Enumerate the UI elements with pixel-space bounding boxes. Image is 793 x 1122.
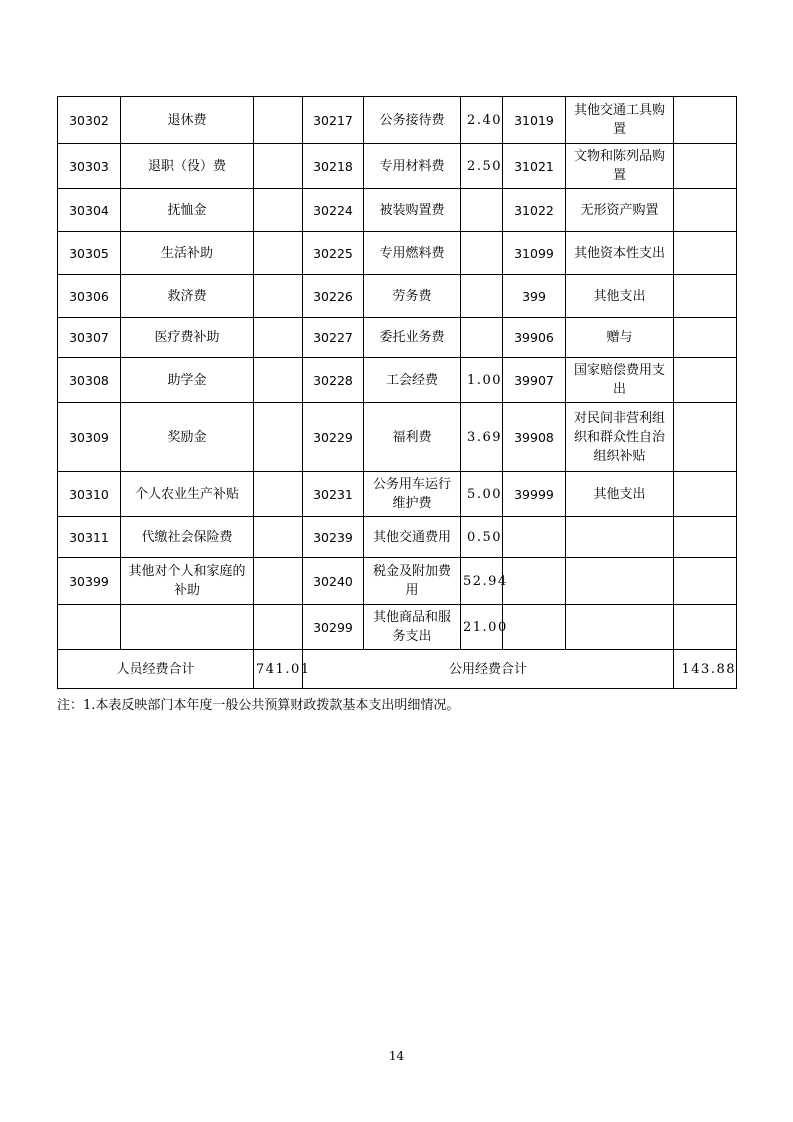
name-col1: 奖励金 <box>121 403 254 472</box>
value-col1 <box>254 403 303 472</box>
code-col1: 30306 <box>58 275 121 318</box>
code-col3: 39906 <box>503 318 566 358</box>
table-row <box>58 403 737 472</box>
code-col3: 399 <box>503 275 566 318</box>
name-col2: 其他交通费用 <box>364 517 461 558</box>
table-row <box>58 605 737 650</box>
name-col1: 抚恤金 <box>121 189 254 232</box>
name-col3: 国家赔偿费用支出 <box>566 358 674 403</box>
value-col1 <box>254 558 303 605</box>
table-row <box>58 97 737 144</box>
name-col3 <box>566 517 674 558</box>
code-col2: 30231 <box>303 472 364 517</box>
personnel-total-value: 741.01 <box>254 650 303 689</box>
value-col1 <box>254 318 303 358</box>
value-col3 <box>674 232 737 275</box>
value-col3 <box>674 97 737 144</box>
value-col1 <box>254 189 303 232</box>
name-col3: 其他资本性支出 <box>566 232 674 275</box>
code-col1 <box>58 605 121 650</box>
public-total-value: 143.88 <box>674 650 737 689</box>
code-col2: 30299 <box>303 605 364 650</box>
code-col1: 30305 <box>58 232 121 275</box>
value-col1 <box>254 472 303 517</box>
code-col3 <box>503 558 566 605</box>
value-col2: 3.69 <box>461 403 503 472</box>
code-col3: 39908 <box>503 403 566 472</box>
table-row <box>58 558 737 605</box>
table-row <box>58 318 737 358</box>
table-row <box>58 144 737 189</box>
name-col2: 公务接待费 <box>364 97 461 144</box>
code-col3 <box>503 605 566 650</box>
value-col1 <box>254 275 303 318</box>
value-col2 <box>461 318 503 358</box>
code-col2: 30240 <box>303 558 364 605</box>
value-col2 <box>461 275 503 318</box>
name-col1 <box>121 605 254 650</box>
table-row <box>58 517 737 558</box>
value-col2: 21.00 <box>461 605 503 650</box>
value-col1 <box>254 97 303 144</box>
value-col3 <box>674 558 737 605</box>
name-col1: 生活补助 <box>121 232 254 275</box>
code-col1: 30310 <box>58 472 121 517</box>
name-col2: 其他商品和服务支出 <box>364 605 461 650</box>
name-col3: 对民间非营利组织和群众性自治组织补贴 <box>566 403 674 472</box>
value-col3 <box>674 517 737 558</box>
table-body <box>58 97 737 650</box>
name-col2: 工会经费 <box>364 358 461 403</box>
name-col3: 赠与 <box>566 318 674 358</box>
value-col2: 5.00 <box>461 472 503 517</box>
name-col1: 助学金 <box>121 358 254 403</box>
table-row <box>58 232 737 275</box>
name-col2: 被装购置费 <box>364 189 461 232</box>
value-col1 <box>254 605 303 650</box>
name-col1: 退职（役）费 <box>121 144 254 189</box>
code-col2: 30227 <box>303 318 364 358</box>
table-row <box>58 472 737 517</box>
name-col1: 医疗费补助 <box>121 318 254 358</box>
code-col2: 30229 <box>303 403 364 472</box>
name-col2: 专用燃料费 <box>364 232 461 275</box>
value-col1 <box>254 232 303 275</box>
table-row <box>58 358 737 403</box>
code-col3: 39907 <box>503 358 566 403</box>
page-number: 14 <box>388 1049 405 1063</box>
code-col1: 30304 <box>58 189 121 232</box>
code-col1: 30399 <box>58 558 121 605</box>
code-col3: 39999 <box>503 472 566 517</box>
code-col1: 30307 <box>58 318 121 358</box>
value-col2: 52.94 <box>461 558 503 605</box>
code-col1: 30311 <box>58 517 121 558</box>
code-col2: 30217 <box>303 97 364 144</box>
value-col3 <box>674 189 737 232</box>
code-col2: 30226 <box>303 275 364 318</box>
name-col3: 其他支出 <box>566 275 674 318</box>
name-col2: 专用材料费 <box>364 144 461 189</box>
value-col1 <box>254 517 303 558</box>
name-col2: 福利费 <box>364 403 461 472</box>
name-col2: 委托业务费 <box>364 318 461 358</box>
code-col2: 30228 <box>303 358 364 403</box>
table-row <box>58 275 737 318</box>
name-col1: 个人农业生产补贴 <box>121 472 254 517</box>
value-col2: 2.40 <box>461 97 503 144</box>
code-col1: 30303 <box>58 144 121 189</box>
table-footnote: 注：1.本表反映部门本年度一般公共预算财政拨款基本支出明细情况。 <box>57 698 460 713</box>
name-col2: 劳务费 <box>364 275 461 318</box>
code-col3: 31099 <box>503 232 566 275</box>
totals-row <box>58 650 737 689</box>
code-col1: 30308 <box>58 358 121 403</box>
name-col3: 无形资产购置 <box>566 189 674 232</box>
value-col3 <box>674 318 737 358</box>
name-col2: 税金及附加费用 <box>364 558 461 605</box>
name-col3: 文物和陈列品购置 <box>566 144 674 189</box>
code-col2: 30224 <box>303 189 364 232</box>
value-col3 <box>674 605 737 650</box>
code-col2: 30218 <box>303 144 364 189</box>
value-col3 <box>674 358 737 403</box>
name-col2: 公务用车运行维护费 <box>364 472 461 517</box>
value-col1 <box>254 358 303 403</box>
name-col1: 代缴社会保险费 <box>121 517 254 558</box>
code-col3 <box>503 517 566 558</box>
code-col3: 31021 <box>503 144 566 189</box>
code-col3: 31019 <box>503 97 566 144</box>
value-col3 <box>674 403 737 472</box>
value-col3 <box>674 144 737 189</box>
value-col2: 2.50 <box>461 144 503 189</box>
public-total-label: 公用经费合计 <box>303 650 674 689</box>
name-col3: 其他交通工具购置 <box>566 97 674 144</box>
code-col1: 30302 <box>58 97 121 144</box>
value-col2 <box>461 189 503 232</box>
code-col3: 31022 <box>503 189 566 232</box>
name-col3 <box>566 605 674 650</box>
code-col2: 30239 <box>303 517 364 558</box>
value-col2 <box>461 232 503 275</box>
value-col3 <box>674 472 737 517</box>
code-col2: 30225 <box>303 232 364 275</box>
name-col3 <box>566 558 674 605</box>
value-col2: 1.00 <box>461 358 503 403</box>
code-col1: 30309 <box>58 403 121 472</box>
expenditure-detail-table <box>57 96 737 689</box>
personnel-total-label: 人员经费合计 <box>58 650 254 689</box>
name-col1: 其他对个人和家庭的补助 <box>121 558 254 605</box>
value-col2: 0.50 <box>461 517 503 558</box>
name-col1: 退休费 <box>121 97 254 144</box>
table-row <box>58 189 737 232</box>
name-col1: 救济费 <box>121 275 254 318</box>
value-col1 <box>254 144 303 189</box>
name-col3: 其他支出 <box>566 472 674 517</box>
value-col3 <box>674 275 737 318</box>
